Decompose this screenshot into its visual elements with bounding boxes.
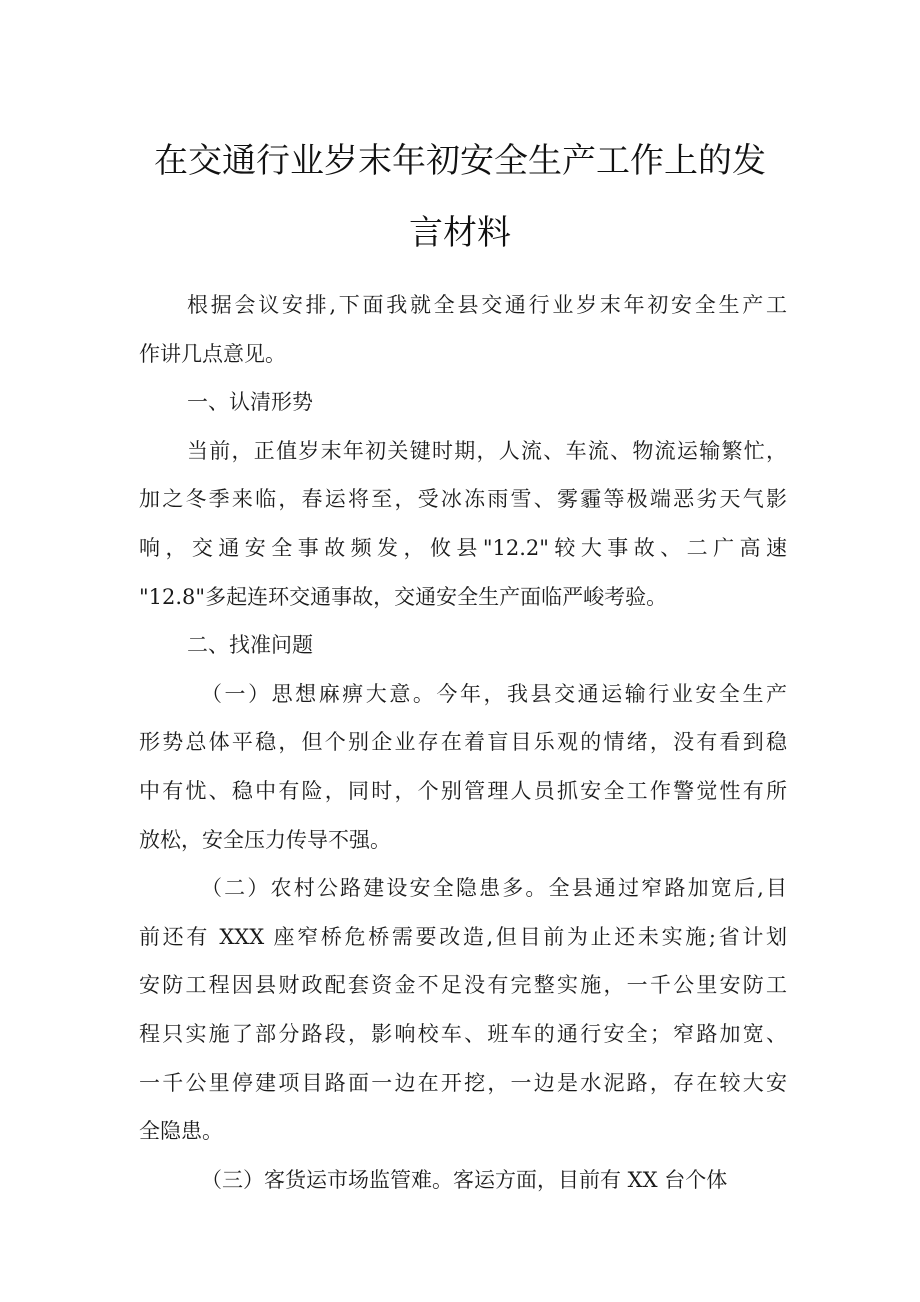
paragraph-line: 安防工程因县财政配套资金不足没有完整实施，一千公里安防工 — [139, 973, 787, 998]
paragraph-line: 当前，正值岁末年初关键时期，人流、车流、物流运输繁忙， — [187, 438, 787, 463]
paragraph-line: 形势总体平稳，但个别企业存在着盲目乐观的情绪，没有看到稳 — [139, 730, 787, 755]
paragraph-line: 前还有 XXX 座窄桥危桥需要改造,但目前为止还未实施;省计划 — [139, 924, 787, 949]
paragraph-line: 响，交通安全事故频发，攸县"12.2"较大事故、二广高速 — [139, 535, 787, 560]
paragraph-line: 一千公里停建项目路面一边在开挖，一边是水泥路，存在较大安 — [139, 1070, 787, 1095]
body-paragraph — [139, 1156, 787, 1205]
paragraph-line: 中有忧、稳中有险，同时，个别管理人员抓安全工作警觉性有所 — [139, 778, 787, 803]
paragraph-line: 一、认清形势 — [187, 390, 313, 415]
paragraph-line: 放松，安全压力传导不强。 — [139, 827, 391, 852]
paragraph-line: "12.8"多起连环交通事故，交通安全生产面临严峻考验。 — [139, 584, 668, 609]
paragraph-line: 二、找准问题 — [187, 633, 313, 658]
body-paragraph — [139, 864, 787, 1156]
section-heading — [139, 621, 787, 670]
paragraph-line: 加之冬季来临，春运将至，受冰冻雨雪、雾霾等极端恶劣天气影 — [139, 487, 787, 512]
paragraph-line: （三）客货运市场监管难。客运方面，目前有 XX 台个体 — [201, 1167, 728, 1192]
document-title-line-1: 在交通行业岁末年初安全生产工作上的发 — [154, 141, 766, 181]
paragraph-line: 全隐患。 — [139, 1119, 223, 1144]
paragraph-line: 程只实施了部分路段，影响校车、班车的通行安全；窄路加宽、 — [139, 1021, 787, 1046]
section-heading — [139, 378, 787, 427]
paragraph-line: （二）农村公路建设安全隐患多。全县通过窄路加宽后,目 — [201, 876, 787, 901]
paragraph-line: 根据会议安排,下面我就全县交通行业岁末年初安全生产工 — [187, 293, 787, 317]
body-paragraph — [139, 670, 787, 864]
body-paragraph — [139, 427, 787, 621]
body-paragraph — [139, 281, 787, 378]
document-title-line-2: 言材料 — [409, 213, 511, 253]
paragraph-line: （一）思想麻痹大意。今年，我县交通运输行业安全生产 — [201, 681, 787, 706]
paragraph-line: 作讲几点意见。 — [139, 341, 286, 366]
document-body — [139, 281, 787, 1204]
